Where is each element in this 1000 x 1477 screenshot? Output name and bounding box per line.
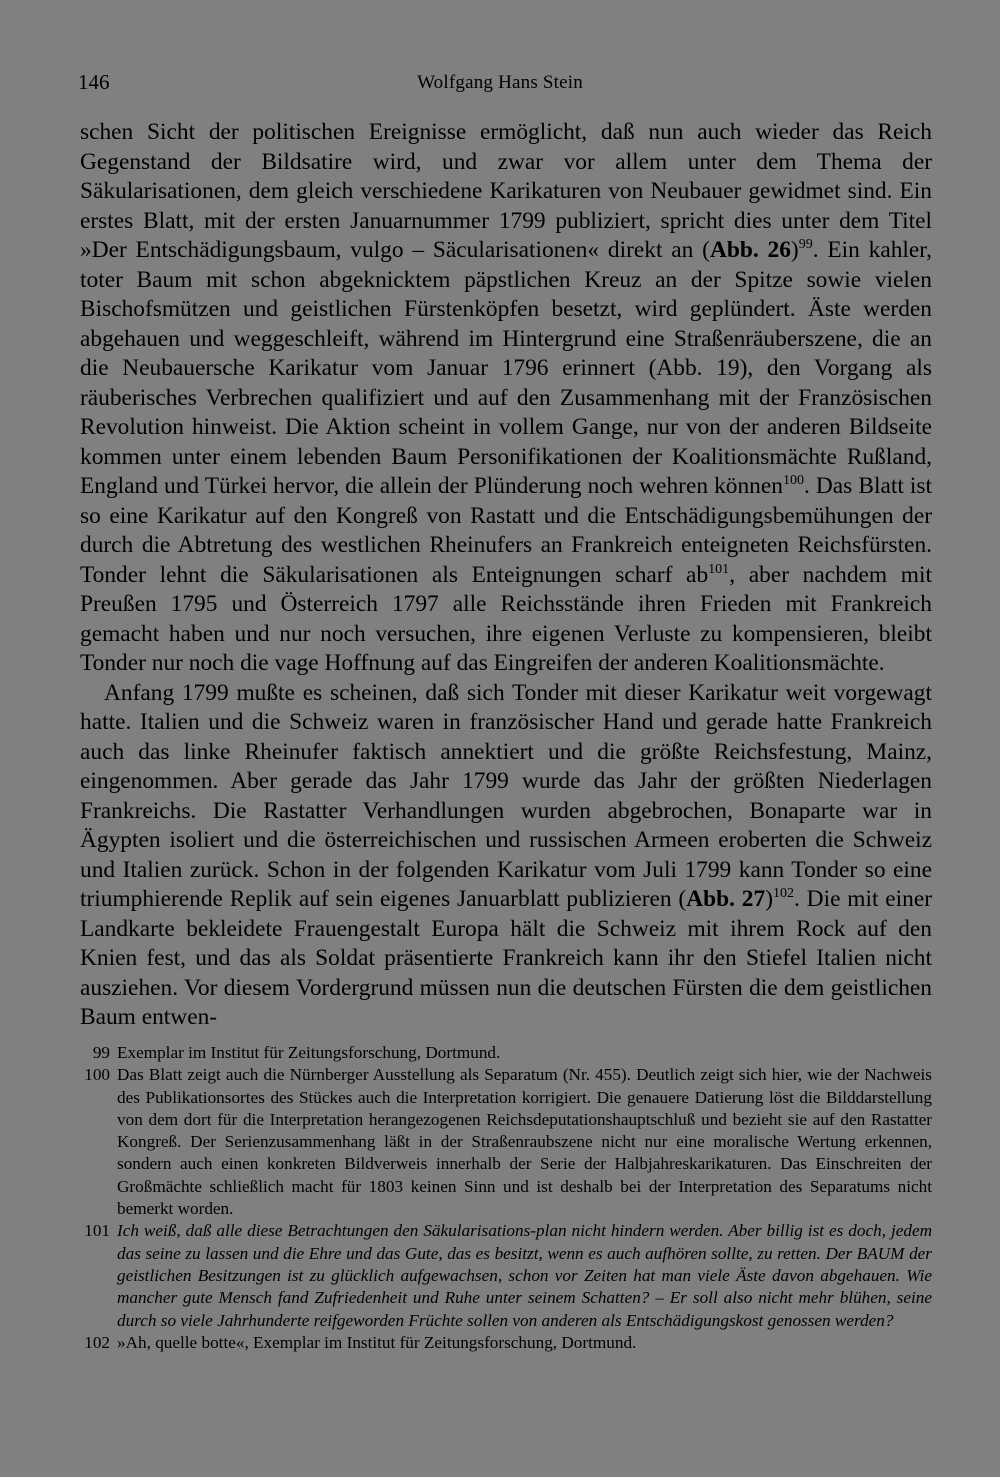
body-text [80,118,932,1033]
footnote-number: 102 [84,1332,110,1352]
footnote-100 [80,1064,932,1220]
footnote-ref-100: 100 [782,472,804,489]
footnote-text: Das Blatt zeigt auch die Nürnberger Ausstellung als Separatum (Nr. 455). Deutlich zeigt sich hier, wie der Nachweis des Publikationsortes des Stückes auch die Interpretation korrigiert. Die genauere Datierung löst die Bilddarstellung von dem dort für die Interpretation herangezogenen Reichsdeputationshauptschluß und bezieht sie auf den Rastatter Kongreß. Der Serienzusammenhang läßt in der Straßenraubszene nicht nur eine moralische Wertung erkennen, sondern auch einen konkreten Bildverweis innerhalb der Serie der Halbjahreskarikaturen. Das Einschreiten der Großmächte schließlich macht für 1803 keinen Sinn und ist deshalb bei der Interpretation des Separatums nicht bemerkt worden. [117,1065,932,1219]
paragraph-1-text-b: ) [790,237,799,263]
paragraph-1-text-e: , aber nachdem mit Preußen 1795 und Österreich 1797 alle Reichsstände ihren Frieden mit Frankreich gemacht haben und nur noch versuchen, ihre eigenen Verluste zu kompensieren, bleibt Tonder nur noch die vage Hoffnung auf das Eingreifen der anderen Koalitionsmächte. [80,561,932,676]
footnote-ref-99: 99 [798,236,813,253]
paragraph-1-text-d: . Das Blatt ist so eine Karikatur auf den Kongreß von Rastatt und die Entschädigungsbemühungen der durch die Abtretung des westlichen Rheinufers an Frankreich enteigneten Reichsfürsten. Tonder lehnt die Säkularisationen als Enteignungen scharf ab [80,473,932,588]
footnote-number: 100 [84,1065,110,1085]
page-number: 146 [78,70,110,94]
footnote-102 [80,1332,932,1354]
footnote-ref-102: 102 [772,885,795,902]
paragraph-2 [80,679,932,1033]
running-head: Wolfgang Hans Stein [417,72,583,93]
paragraph-2-text-b: ) [765,886,773,912]
figure-reference-abb-26: Abb. 26 [709,237,791,263]
figure-reference-abb-27: Abb. 27 [686,886,766,912]
footnote-number: 101 [84,1221,110,1241]
footnotes [80,1042,932,1354]
footnote-text: Ich weiß, daß alle diese Betrachtungen den Säkularisations-plan nicht hindern werden. Aber billig ist es doch, jedem das seine zu lassen und die Ehre und das Gute, das es besitzt, wenn es auch aufhören sollte, zu retten. Der BAUM der geistlichen Besitzungen ist zu glücklich aufgewachsen, schon vor Zeiten hat man viele Äste davon abgehauen. Wie mancher gute Mensch fand Zufriedenheit und Ruhe unter seinem Schatten? – Er soll also nicht mehr blühen, seine durch so viele Jahrhunderte reifgeworden Früchte sollen von anderen als Entschädigungskost genossen werden? [117,1221,932,1330]
paragraph-1 [80,118,932,679]
footnote-number: 99 [92,1043,110,1062]
footnote-text: Exemplar im Institut für Zeitungsforschung, Dortmund. [117,1043,501,1062]
footnote-101 [80,1220,932,1331]
paragraph-1-text-c: . Ein kahler, toter Baum mit schon abgeknicktem päpstlichen Kreuz an der Spitze sowie vielen Bischofsmützen und geistlichen Fürstenköpfen besetzt, wird geplündert. Äste werden abgehauen und weggeschleift, während im Hintergrund eine Straßenräuberszene, die an die Neubauersche Karikatur vom Januar 1796 erinnert (Abb. 19), den Vorgang als räuberisches Verbrechen qualifiziert und auf den Zusammenhang mit der Französischen Revolution hinweist. Die Aktion scheint in vollem Gange, nur von der anderen Bildseite kommen unter einem lebenden Baum Personifikationen der Koalitionsmächte Rußland, England und Türkei hervor, die allein der Plünderung noch wehren können [80,237,933,499]
footnote-99 [80,1042,932,1064]
paragraph-1-text-a: schen Sicht der politischen Ereignisse ermöglicht, daß nun auch wieder das Reich Gegenstand der Bildsatire wird, und zwar vor allem unter dem Thema der Säkularisationen, dem gleich verschiedene Karikaturen von Neubauer gewidmet sind. Ein erstes Blatt, mit der ersten Januarnummer 1799 publiziert, spricht dies unter dem Titel »Der Entschädigungsbaum, vulgo – Säcularisationen« direkt an ( [80,119,932,263]
paragraph-2-text-c: . Die mit einer Landkarte bekleidete Frauengestalt Europa hält die Schweiz mit ihrem Rock auf den Knien fest, und das als Soldat präsentierte Frankreich kann ihr den Stiefel Italien nicht ausziehen. Vor diesem Vordergrund müssen nun die deutschen Fürsten die dem geistlichen Baum entwen- [80,886,933,1030]
footnote-text: »Ah, quelle botte«, Exemplar im Institut für Zeitungsforschung, Dortmund. [117,1332,637,1352]
footnote-ref-101: 101 [708,560,730,577]
paragraph-2-text-a: Anfang 1799 mußte es scheinen, daß sich Tonder mit dieser Karikatur weit vorgewagt hatte. Italien und die Schweiz waren in französischer Hand und gerade hatte Frankreich auch das linke Rheinufer faktisch annektiert und die größte Reichsfestung, Mainz, eingenommen. Aber gerade das Jahr 1799 wurde das Jahr der größten Niederlagen Frankreichs. Die Rastatter Verhandlungen wurden abgebrochen, Bonaparte war in Ägypten isoliert und die österreichischen und russischen Armeen eroberten die Schweiz und Italien zurück. Schon in der folgenden Karikatur vom Juli 1799 kann Tonder so eine triumphierende Replik auf sein eigenes Januarblatt publizieren ( [80,679,932,912]
